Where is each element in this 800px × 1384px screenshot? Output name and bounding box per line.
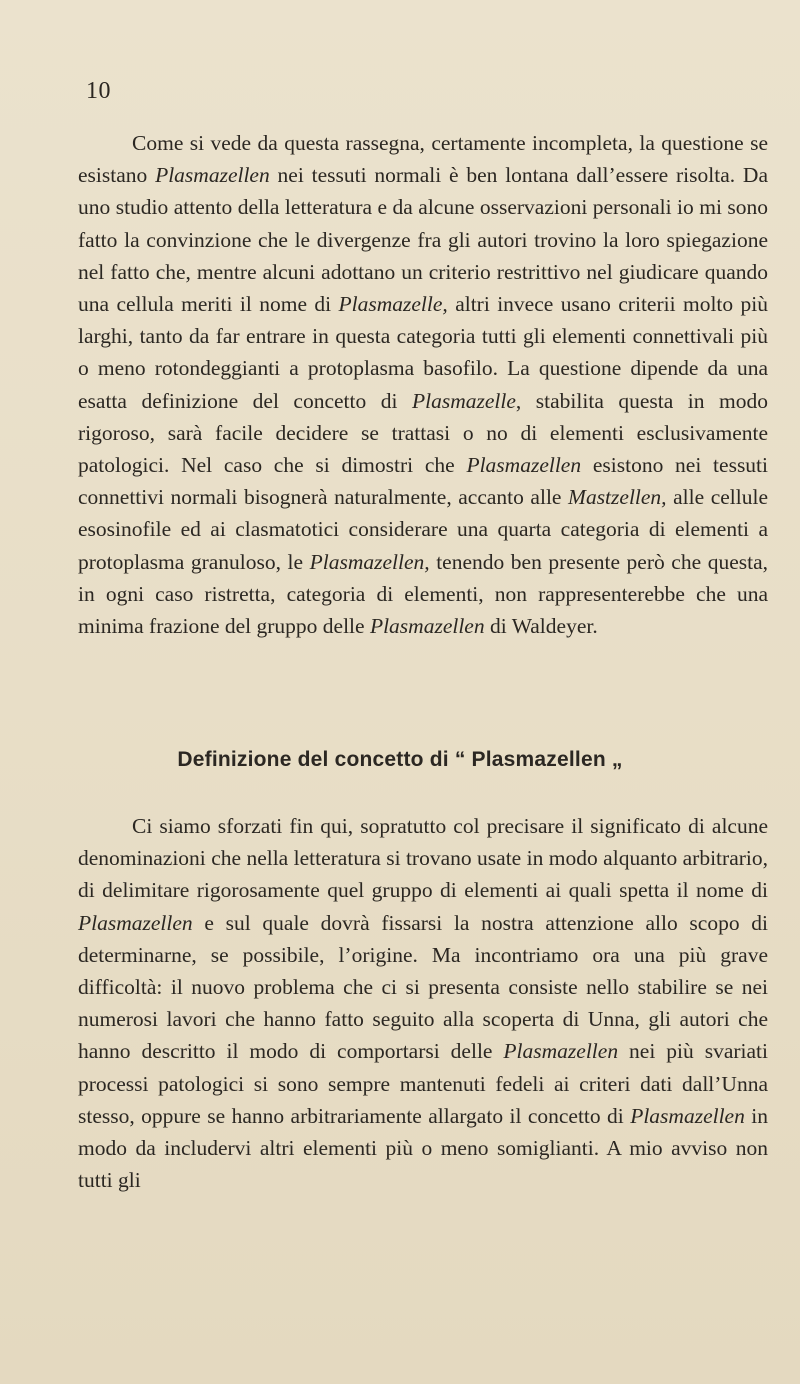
text-run: Ci siamo sforzati fin qui, sopratutto col precisare il significato di alcune denominazioni che nella letteratura si trovano usate in modo alquanto arbitrario, di delimitare rigorosamente quel gruppo di elementi ai quali spetta il nome di bbox=[78, 814, 768, 903]
paragraph-1 bbox=[78, 127, 768, 642]
italic-term: Plasmazellen bbox=[503, 1039, 619, 1064]
text-run: altri invece usano criterii molto più larghi, tanto da far entrare in questa categoria tutti gli elementi connettivali più o meno rotondeggianti a protoplasma basofilo. La questione dipende da una esatta definizione del concetto di bbox=[78, 292, 769, 413]
italic-term: Plasmazelle, bbox=[338, 292, 448, 317]
section-heading-title: Definizione del concetto di “ Plasmazellen „ bbox=[177, 748, 623, 771]
paragraph-1-text bbox=[78, 127, 768, 642]
page-number: 10 bbox=[86, 78, 111, 104]
italic-term: Plasmazelle bbox=[412, 388, 516, 413]
text-run: di Waldeyer. bbox=[484, 614, 598, 639]
text-run: nei tessuti normali è ben lontana dall’essere risolta. Da uno studio attento della letteratura e da alcune osservazioni personali io mi sono fatto la convinzione che le divergenze fra gli autori trovino la loro spiegazione nel fatto che, mentre alcuni adottano un criterio restrittivo nel giudicare quando una cellula meriti il nome di bbox=[78, 163, 768, 317]
italic-term: Plasmazellen bbox=[466, 453, 582, 478]
text-run: alle cellule esosinofile ed ai clasmatotici considerare una quarta categoria di elementi a protoplasma granuloso, le bbox=[78, 485, 768, 574]
text-run: tenendo ben presente però che questa, in ogni caso ristretta, categoria di elementi, non rappresenterebbe che una minima frazione del gruppo delle bbox=[78, 549, 768, 639]
text-run: e sul quale dovrà fissarsi la nostra attenzione allo scopo di determinarne, se possibile, l’origine. Ma incontriamo ora una più grave difficoltà: il nuovo problema che ci si presenta consiste nello stabilire se nei numerosi lavori che hanno fatto seguito alla scoperta di Unna, gli autori che hanno descritto il modo di comportarsi delle bbox=[78, 910, 768, 1064]
paragraph-2-text bbox=[78, 810, 768, 1196]
section-heading bbox=[0, 748, 800, 772]
text-run: esistono nei tessuti connettivi normali bisognerà naturalmente, accanto alle bbox=[78, 453, 769, 510]
italic-term: Plasmazellen bbox=[78, 910, 193, 935]
text-run: , stabilita questa in modo rigoroso, sarà facile decidere se trattasi o no di elementi esclusivamente patologici. Nel caso che si dimostri che bbox=[78, 388, 768, 478]
italic-term: Plasmazellen bbox=[369, 614, 485, 639]
italic-term: Mastzellen, bbox=[568, 485, 667, 510]
text-run: in modo da includervi altri elementi più o meno somiglianti. A mio avviso non tutti gli bbox=[78, 1103, 768, 1193]
text-run: nei più svariati processi patologici si sono sempre mantenuti fedeli ai criteri dati dall’Unna stesso, oppure se hanno arbitrariamente allargato il concetto di bbox=[78, 1039, 768, 1128]
text-run: Come si vede da questa rassegna, certamente incompleta, la questione se esistano bbox=[78, 131, 768, 188]
italic-term: Plasmazellen bbox=[630, 1103, 745, 1128]
italic-term: Plasmazellen, bbox=[309, 549, 430, 574]
italic-term: Plasmazellen bbox=[155, 163, 270, 188]
paragraph-2 bbox=[78, 810, 768, 1196]
